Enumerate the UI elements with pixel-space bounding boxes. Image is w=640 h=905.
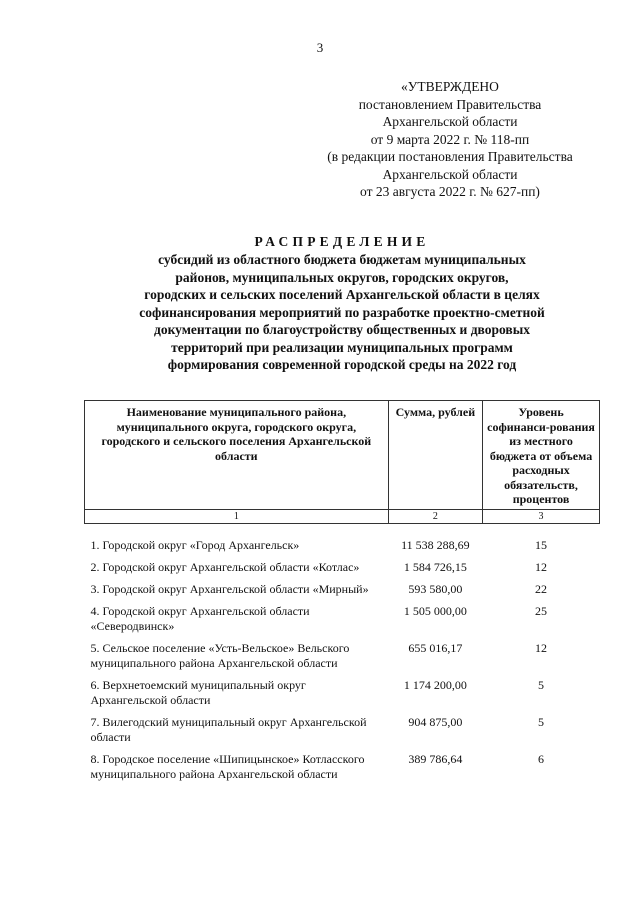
subtitle-line: софинансирования мероприятий по разработке проектно-сметной — [139, 304, 545, 320]
row-level: 15 — [535, 537, 548, 552]
row-amount: 655 016,17 — [408, 640, 463, 655]
row-name: 6. Верхнетоемский муниципальный округ Архангельской области — [90, 677, 306, 707]
table-row — [85, 582, 600, 604]
header-level: Уровень софинанси-рования из местного бюджета от объема расходных обязательств, процентов — [483, 401, 600, 510]
row-level: 5 — [538, 677, 545, 692]
row-level: 6 — [538, 751, 545, 766]
subtitle-line: документации по благоустройству общественных и дворовых — [154, 322, 530, 337]
approval-line: Архангельской области — [382, 166, 518, 182]
row-name: 5. Сельское поселение «Усть-Вельское» Вельского муниципального района Архангельской области — [90, 640, 350, 670]
table-row — [85, 604, 600, 641]
approval-line: от 23 августа 2022 г. № 627-пп) — [360, 184, 540, 199]
document-title: РАСПРЕДЕЛЕНИЕ — [254, 234, 430, 249]
header-amount: Сумма, рублей — [388, 401, 482, 510]
subtitle-line: территорий при реализации муниципальных программ — [171, 339, 513, 355]
row-amount: 11 538 288,69 — [401, 537, 470, 552]
row-level: 12 — [535, 559, 548, 574]
row-level: 25 — [535, 603, 548, 618]
approval-stamp — [300, 78, 600, 201]
row-amount: 904 875,00 — [408, 714, 463, 729]
row-name: 2. Городской округ Архангельской области «Котлас» — [90, 559, 360, 574]
table-row — [85, 752, 600, 789]
row-name: 4. Городской округ Архангельской области «Северодвинск» — [90, 603, 310, 633]
distribution-table — [84, 400, 600, 789]
row-amount: 1 174 200,00 — [403, 677, 467, 692]
row-level: 22 — [535, 581, 548, 596]
document-subtitle — [80, 251, 604, 374]
subtitle-line: формирования современной городской среды на 2022 год — [167, 357, 517, 372]
row-name: 3. Городской округ Архангельской области «Мирный» — [90, 581, 369, 596]
subtitle-line: районов, муниципальных округов, городских округов, — [175, 269, 509, 285]
page-number: 3 — [316, 40, 324, 55]
subtitle-line: субсидий из областного бюджета бюджетам муниципальных — [158, 252, 526, 267]
table-row — [85, 715, 600, 752]
column-number: 3 — [483, 509, 600, 523]
table-row — [85, 678, 600, 715]
table-row — [85, 560, 600, 582]
column-number-row — [85, 509, 600, 523]
approval-line: постановлением Правительства — [358, 96, 542, 112]
row-amount: 1 584 726,15 — [403, 559, 467, 574]
approval-line: (в редакции постановления Правительства — [327, 149, 573, 164]
row-amount: 1 505 000,00 — [403, 603, 467, 618]
row-name: 8. Городское поселение «Шипицынское» Котласского муниципального района Архангельской области — [90, 751, 365, 781]
approval-line: «УТВЕРЖДЕНО — [401, 79, 499, 94]
approval-line: от 9 марта 2022 г. № 118-пп — [370, 131, 530, 147]
header-name: Наименование муниципального района, муниципального округа, городского округа, городского и сельского поселения Архангельской области — [85, 401, 389, 510]
row-name: 7. Вилегодский муниципальный округ Архангельской области — [90, 714, 367, 744]
column-number: 1 — [85, 509, 389, 523]
column-number: 2 — [388, 509, 482, 523]
subtitle-line: городских и сельских поселений Архангельской области в целях — [144, 287, 540, 302]
row-amount: 389 786,64 — [408, 751, 463, 766]
table-row — [85, 641, 600, 678]
table-header-row — [85, 401, 600, 510]
row-level: 12 — [535, 640, 548, 655]
row-level: 5 — [538, 714, 545, 729]
row-name: 1. Городской округ «Город Архангельск» — [90, 537, 300, 552]
table-row — [85, 538, 600, 560]
approval-line: Архангельской области — [382, 114, 518, 129]
row-amount: 593 580,00 — [408, 581, 463, 596]
